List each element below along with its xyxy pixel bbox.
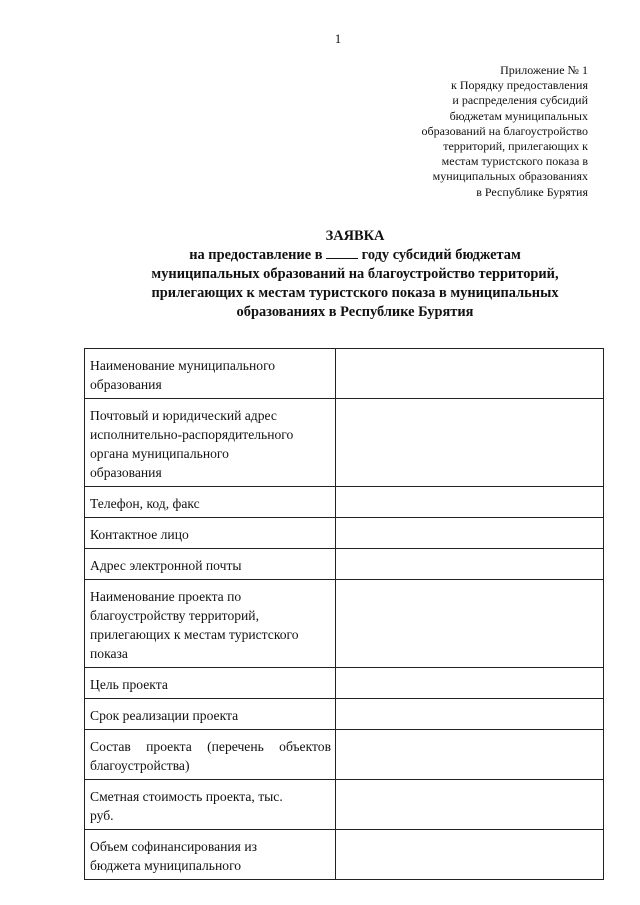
form-row-value[interactable] [336, 349, 604, 399]
form-row-label-line: образования [90, 377, 162, 392]
title-line-1 [100, 246, 610, 265]
title-line-1-suffix: году субсидий бюджетам [358, 247, 521, 263]
appendix-line: и распределения субсидий [452, 93, 588, 108]
form-row-label-line: Цель проекта [90, 677, 168, 692]
appendix-line: муниципальных образованиях [432, 169, 588, 184]
appendix-line: местам туристского показа в [441, 154, 588, 169]
form-row-label-line: Почтовый и юридический адрес [90, 408, 277, 423]
form-row-label-line: Наименование проекта по [90, 589, 242, 604]
form-row-label-line: благоустройства) [90, 758, 190, 773]
form-row-label [85, 518, 336, 549]
appendix-note [348, 63, 588, 200]
title-heading: ЗАЯВКА [325, 228, 385, 244]
form-row [85, 518, 604, 549]
form-row-value[interactable] [336, 668, 604, 699]
form-row [85, 780, 604, 830]
form-row [85, 668, 604, 699]
form-row-value[interactable] [336, 730, 604, 780]
form-row-label [85, 349, 336, 399]
form-row-label-line: Контактное лицо [90, 527, 189, 542]
form-row-value[interactable] [336, 580, 604, 668]
appendix-line: образований на благоустройство [421, 123, 588, 138]
form-row-label-line: Наименование муниципального [90, 358, 276, 373]
form-row-value[interactable] [336, 699, 604, 730]
document-title [100, 227, 610, 322]
form-row [85, 487, 604, 518]
form-row-label-line: показа [90, 646, 128, 661]
appendix-line: территорий, прилегающих к [443, 139, 588, 154]
form-row-value[interactable] [336, 399, 604, 487]
form-row-value[interactable] [336, 549, 604, 580]
form-row-label-line: образования [90, 465, 162, 480]
title-line-1-prefix: на предоставление в [189, 247, 327, 263]
form-row [85, 830, 604, 880]
form-row-value[interactable] [336, 780, 604, 830]
form-row-label-line: бюджета муниципального [90, 858, 242, 873]
form-row [85, 549, 604, 580]
title-line-3: прилегающих к местам туристского показа в муниципальных [151, 285, 559, 301]
appendix-line: в Республике Бурятия [476, 184, 588, 199]
form-row-label [85, 780, 336, 830]
form-row-label [85, 549, 336, 580]
form-row-label-line: Состав проекта (перечень объектов [90, 739, 331, 754]
appendix-line: бюджетам муниципальных [449, 108, 588, 123]
form-row-label [85, 699, 336, 730]
form-row-label [85, 668, 336, 699]
form-row-value[interactable] [336, 487, 604, 518]
title-line-4: образованиях в Республике Бурятия [236, 304, 474, 320]
form-row-label-line: органа муниципального [90, 446, 229, 461]
form-row-label [85, 830, 336, 880]
form-row-label [85, 399, 336, 487]
form-row-value[interactable] [336, 518, 604, 549]
page-number: 1 [334, 31, 342, 46]
form-row-label-line: руб. [90, 808, 114, 823]
form-row [85, 399, 604, 487]
form-row-label-line: исполнительно-распорядительного [90, 427, 294, 442]
appendix-line: Приложение № 1 [500, 63, 588, 77]
form-row [85, 699, 604, 730]
form-row-label [85, 730, 336, 780]
form-row-label [85, 487, 336, 518]
form-row-value[interactable] [336, 830, 604, 880]
form-row-label-line: Адрес электронной почты [90, 558, 242, 573]
form-row-label-line: прилегающих к местам туристского [90, 627, 299, 642]
form-row-label-line: Телефон, код, факс [90, 496, 200, 511]
form-row-label [85, 580, 336, 668]
form-row [85, 730, 604, 780]
title-line-2: муниципальных образований на благоустройство территорий, [151, 266, 559, 282]
form-row [85, 580, 604, 668]
form-row-label-line: благоустройству территорий, [90, 608, 259, 623]
form-row-label-line: Сметная стоимость проекта, тыс. [90, 789, 283, 804]
form-row [85, 349, 604, 399]
appendix-line: к Порядку предоставления [450, 78, 588, 93]
form-row-label-line: Срок реализации проекта [90, 708, 239, 723]
form-row-label-line: Объем софинансирования из [90, 839, 257, 854]
application-form-table [84, 348, 604, 880]
year-blank[interactable] [326, 246, 358, 259]
